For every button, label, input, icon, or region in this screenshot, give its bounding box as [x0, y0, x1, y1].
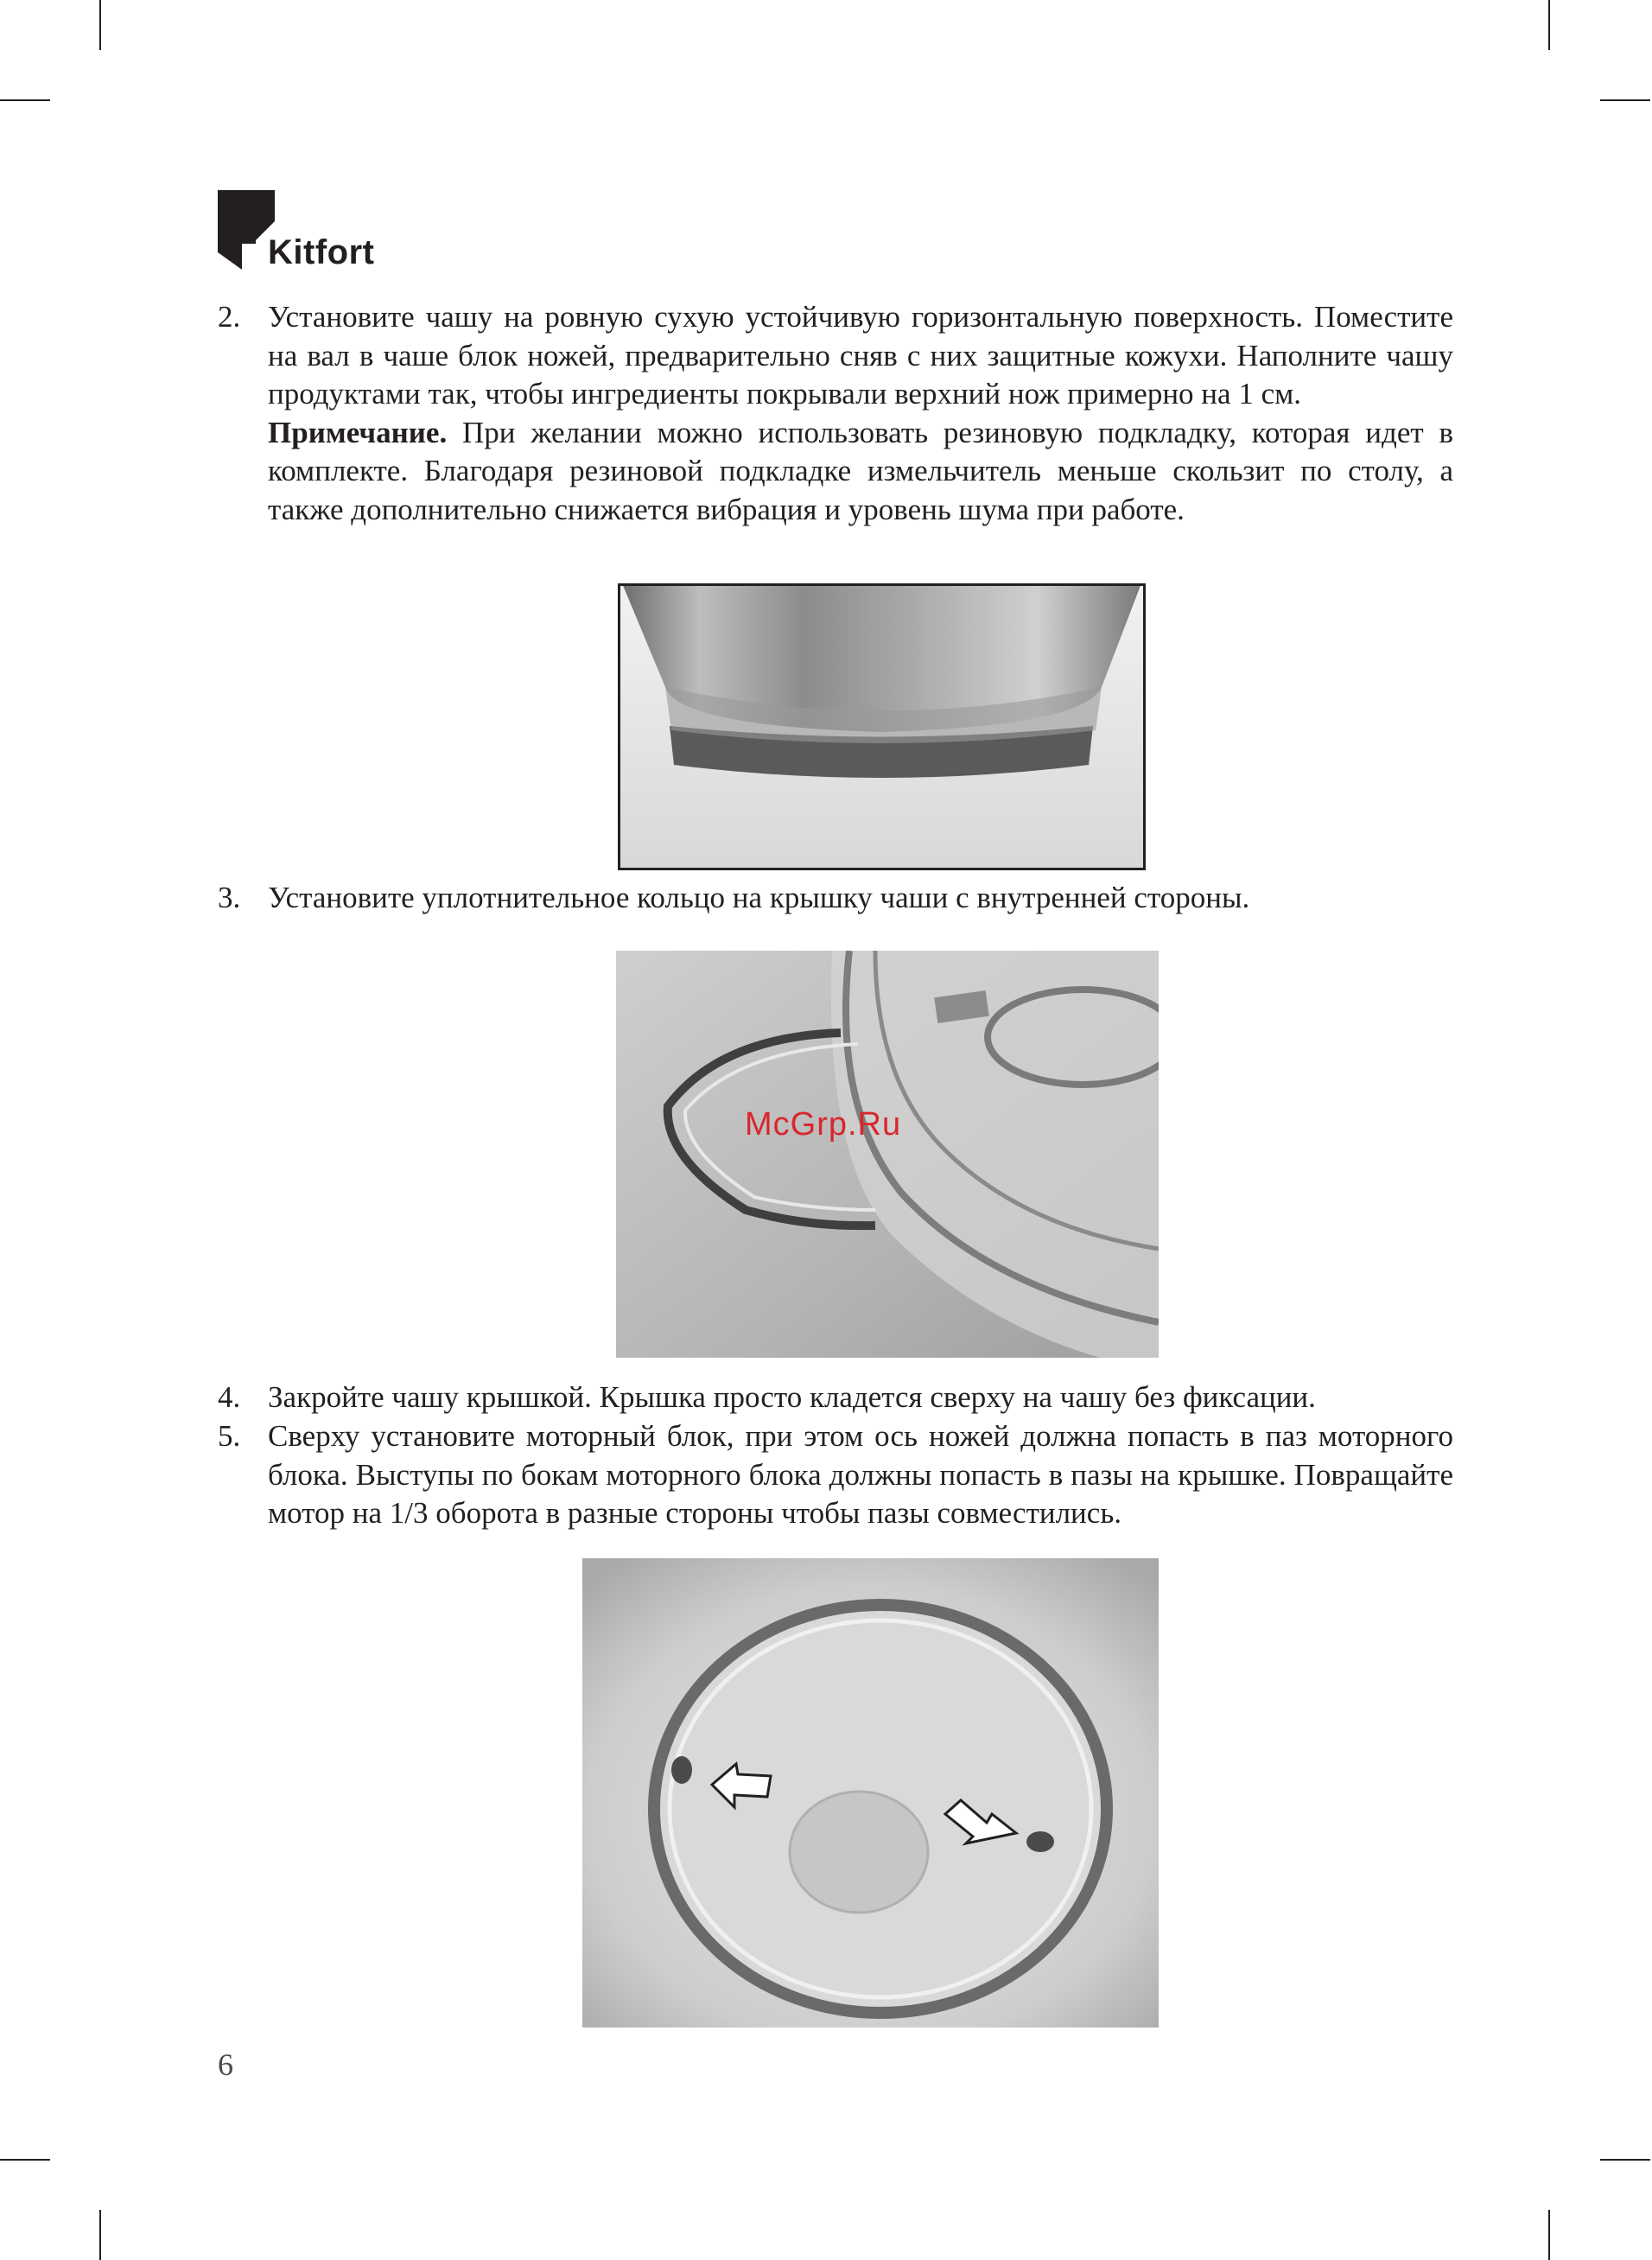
crop-mark	[1548, 0, 1550, 50]
step-text: Сверху установите моторный блок, при этом ось ножей должна попасть в паз моторного блока. Выступы по бокам моторного блока должны попасть в пазы на крышке. Повращайте мотор на 1/3 оборота в разные стороны чтобы пазы совместились.	[268, 1419, 1453, 1530]
photo-lid-seal-ring	[616, 951, 1159, 1358]
photo-lid-top-view	[582, 1558, 1159, 2028]
step-number: 3.	[218, 881, 241, 914]
crop-mark	[99, 2210, 101, 2260]
step-number: 5.	[218, 1419, 241, 1453]
step-number: 2.	[218, 300, 241, 334]
instruction-step-2	[218, 298, 1453, 529]
crop-mark	[99, 0, 101, 50]
step-note	[268, 414, 1453, 530]
page-number: 6	[218, 2047, 233, 2082]
crop-mark	[1600, 2159, 1650, 2161]
instruction-step-4	[218, 1378, 1453, 1417]
step-number: 4.	[218, 1380, 241, 1414]
step-text: Установите чашу на ровную сухую устойчивую горизонтальную поверхность. Поместите на вал в чаше блок ножей, предварительно сняв с них защитные кожухи. Наполните чашу продуктами так, чтобы ингредиенты покрывали верхний нож примерно на 1 см.	[268, 300, 1453, 411]
crop-mark	[1548, 2210, 1550, 2260]
watermark-text: McGrp.Ru	[745, 1106, 902, 1143]
note-label: Примечание.	[268, 415, 448, 449]
step-text: Установите уплотнительное кольцо на крышку чаши с внутренней стороны.	[268, 881, 1250, 914]
brand-name: Kitfort	[268, 233, 375, 271]
step-text: Закройте чашу крышкой. Крышка просто кладется сверху на чашу без фиксации.	[268, 1380, 1316, 1414]
crop-mark	[0, 99, 50, 101]
crop-mark	[1600, 99, 1650, 101]
instruction-step-5	[218, 1417, 1453, 1533]
crop-mark	[0, 2159, 50, 2161]
brand-logo	[218, 190, 391, 272]
note-text: При желании можно использовать резиновую подкладку, которая идет в комплекте. Благодаря резиновой подкладке измельчитель меньше скользит по столу, а также дополнительно снижается вибрация и уровень шума при работе.	[268, 415, 1453, 526]
instruction-step-3	[218, 879, 1453, 918]
photo-bowl-on-rubber-pad	[618, 583, 1146, 870]
